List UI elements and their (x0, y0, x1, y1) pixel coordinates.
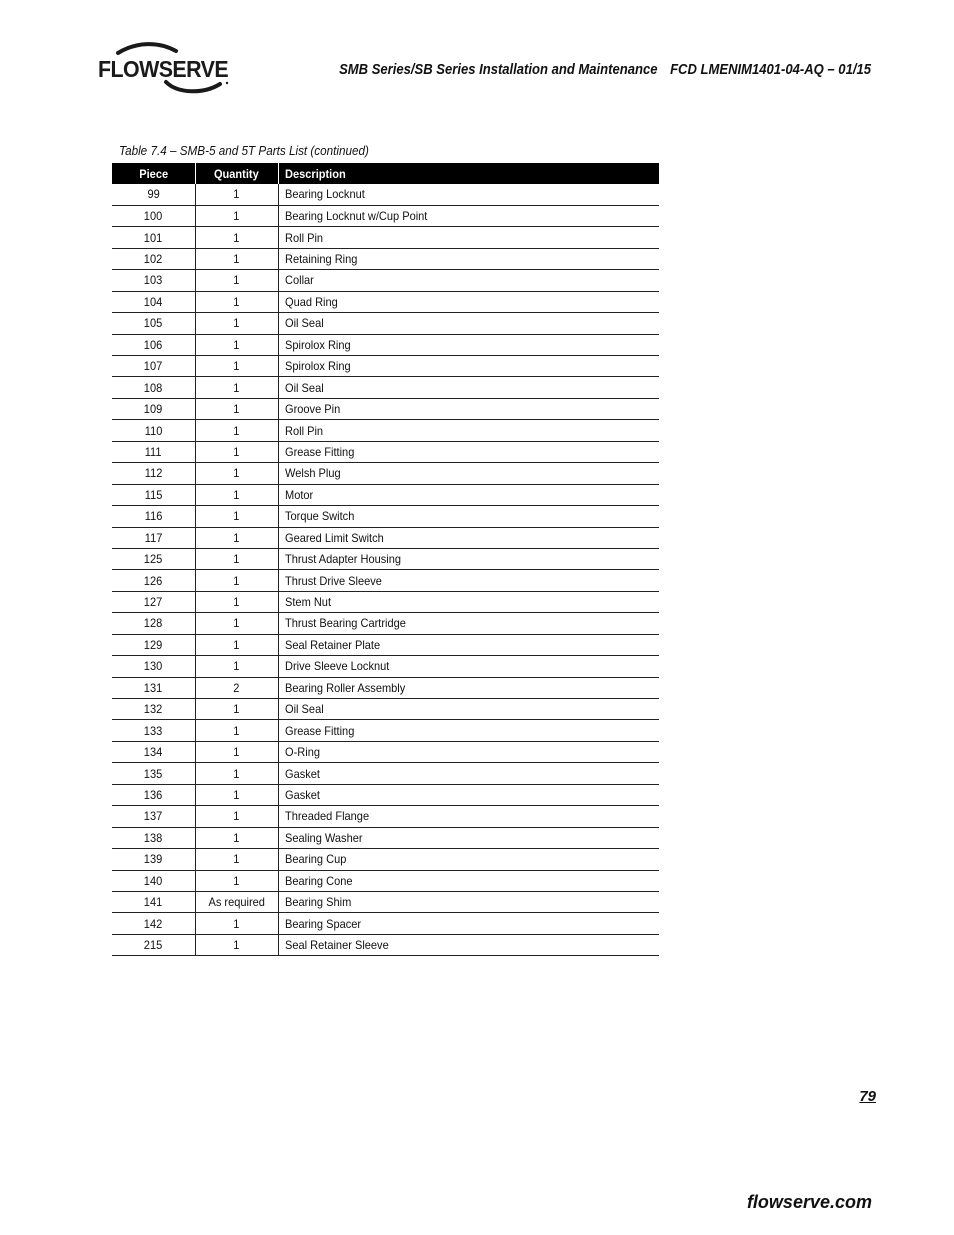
table-row (112, 334, 659, 355)
table-row (112, 849, 659, 870)
cell-piece: 130 (112, 656, 195, 677)
cell-description: Oil Seal (278, 699, 659, 720)
cell-description: Stem Nut (278, 591, 659, 612)
cell-quantity: 1 (195, 656, 278, 677)
footer-url: flowserve.com (746, 1192, 872, 1212)
cell-piece: 126 (112, 570, 195, 591)
cell-description: Oil Seal (278, 377, 659, 398)
cell-piece: 99 (112, 184, 195, 205)
cell-piece: 128 (112, 613, 195, 634)
table-row (112, 806, 659, 827)
cell-piece: 100 (112, 205, 195, 226)
cell-quantity: 1 (195, 248, 278, 269)
cell-piece: 117 (112, 527, 195, 548)
cell-description: Retaining Ring (278, 248, 659, 269)
table-row (112, 591, 659, 612)
table-caption: Table 7.4 – SMB-5 and 5T Parts List (continued) (119, 143, 369, 158)
cell-quantity: 1 (195, 913, 278, 934)
cell-quantity: 1 (195, 741, 278, 762)
cell-piece: 135 (112, 763, 195, 784)
cell-description: Gasket (278, 784, 659, 805)
cell-piece: 136 (112, 784, 195, 805)
column-header-piece: Piece (112, 163, 195, 184)
table-row (112, 463, 659, 484)
cell-description: Spirolox Ring (278, 334, 659, 355)
cell-piece: 115 (112, 484, 195, 505)
table-row (112, 420, 659, 441)
cell-piece: 107 (112, 356, 195, 377)
table-body (112, 184, 659, 956)
table-row (112, 356, 659, 377)
cell-piece: 116 (112, 506, 195, 527)
table-row (112, 656, 659, 677)
table-row (112, 548, 659, 569)
cell-quantity: 1 (195, 570, 278, 591)
table-row (112, 506, 659, 527)
table-row (112, 291, 659, 312)
cell-description: Gasket (278, 763, 659, 784)
table-row (112, 634, 659, 655)
parts-list-table (112, 163, 659, 956)
cell-description: Bearing Roller Assembly (278, 677, 659, 698)
document-code: FCD LMENIM1401-04-AQ – 01/15 (670, 62, 871, 78)
cell-quantity: 2 (195, 677, 278, 698)
cell-piece: 125 (112, 548, 195, 569)
cell-description: Bearing Shim (278, 891, 659, 912)
cell-piece: 111 (112, 441, 195, 462)
cell-description: Roll Pin (278, 227, 659, 248)
cell-quantity: 1 (195, 313, 278, 334)
cell-quantity: 1 (195, 398, 278, 419)
cell-quantity: 1 (195, 420, 278, 441)
cell-quantity: 1 (195, 227, 278, 248)
cell-quantity: 1 (195, 699, 278, 720)
page-number: 79 (859, 1088, 876, 1105)
cell-quantity: 1 (195, 377, 278, 398)
cell-piece: 131 (112, 677, 195, 698)
cell-description: Oil Seal (278, 313, 659, 334)
cell-piece: 142 (112, 913, 195, 934)
table-row (112, 699, 659, 720)
cell-piece: 103 (112, 270, 195, 291)
cell-piece: 101 (112, 227, 195, 248)
table-row (112, 913, 659, 934)
table-row (112, 784, 659, 805)
table-row (112, 377, 659, 398)
cell-piece: 105 (112, 313, 195, 334)
cell-piece: 108 (112, 377, 195, 398)
table-row (112, 741, 659, 762)
cell-piece: 109 (112, 398, 195, 419)
cell-quantity: 1 (195, 849, 278, 870)
cell-quantity: As required (195, 891, 278, 912)
cell-description: Grease Fitting (278, 720, 659, 741)
table-row (112, 934, 659, 955)
logo-wordmark: FLOWSERVE (98, 56, 229, 82)
cell-description: Bearing Spacer (278, 913, 659, 934)
cell-description: Bearing Cone (278, 870, 659, 891)
table-row (112, 827, 659, 848)
cell-description: Drive Sleeve Locknut (278, 656, 659, 677)
cell-piece: 137 (112, 806, 195, 827)
cell-description: Bearing Locknut (278, 184, 659, 205)
table-row (112, 248, 659, 269)
cell-description: O-Ring (278, 741, 659, 762)
cell-description: Thrust Bearing Cartridge (278, 613, 659, 634)
cell-quantity: 1 (195, 763, 278, 784)
document-title: SMB Series/SB Series Installation and Maintenance (339, 62, 658, 78)
table-row (112, 891, 659, 912)
cell-description: Groove Pin (278, 398, 659, 419)
table-row (112, 527, 659, 548)
cell-quantity: 1 (195, 827, 278, 848)
document-header (339, 62, 871, 78)
cell-quantity: 1 (195, 720, 278, 741)
cell-quantity: 1 (195, 591, 278, 612)
cell-piece: 141 (112, 891, 195, 912)
cell-piece: 133 (112, 720, 195, 741)
column-header-quantity: Quantity (195, 163, 278, 184)
table-row (112, 184, 659, 205)
cell-quantity: 1 (195, 548, 278, 569)
cell-piece: 106 (112, 334, 195, 355)
cell-piece: 110 (112, 420, 195, 441)
cell-quantity: 1 (195, 270, 278, 291)
cell-description: Quad Ring (278, 291, 659, 312)
cell-quantity: 1 (195, 205, 278, 226)
cell-description: Collar (278, 270, 659, 291)
cell-piece: 140 (112, 870, 195, 891)
table-row (112, 613, 659, 634)
cell-description: Thrust Drive Sleeve (278, 570, 659, 591)
cell-quantity: 1 (195, 484, 278, 505)
cell-piece: 138 (112, 827, 195, 848)
cell-piece: 215 (112, 934, 195, 955)
cell-quantity: 1 (195, 356, 278, 377)
flowserve-logo (96, 42, 236, 96)
cell-piece: 102 (112, 248, 195, 269)
table-row (112, 677, 659, 698)
cell-description: Threaded Flange (278, 806, 659, 827)
cell-quantity: 1 (195, 184, 278, 205)
cell-quantity: 1 (195, 613, 278, 634)
cell-piece: 129 (112, 634, 195, 655)
cell-quantity: 1 (195, 784, 278, 805)
cell-description: Roll Pin (278, 420, 659, 441)
cell-quantity: 1 (195, 334, 278, 355)
cell-description: Thrust Adapter Housing (278, 548, 659, 569)
cell-description: Motor (278, 484, 659, 505)
cell-description: Seal Retainer Sleeve (278, 934, 659, 955)
table-row (112, 313, 659, 334)
cell-piece: 127 (112, 591, 195, 612)
table-row (112, 484, 659, 505)
cell-quantity: 1 (195, 806, 278, 827)
table-row (112, 870, 659, 891)
table-row (112, 270, 659, 291)
column-header-description: Description (278, 163, 659, 184)
cell-description: Bearing Locknut w/Cup Point (278, 205, 659, 226)
cell-description: Seal Retainer Plate (278, 634, 659, 655)
table-row (112, 570, 659, 591)
cell-piece: 112 (112, 463, 195, 484)
table-row (112, 398, 659, 419)
cell-description: Bearing Cup (278, 849, 659, 870)
table-row (112, 441, 659, 462)
cell-description: Torque Switch (278, 506, 659, 527)
cell-quantity: 1 (195, 463, 278, 484)
cell-description: Welsh Plug (278, 463, 659, 484)
cell-description: Geared Limit Switch (278, 527, 659, 548)
cell-quantity: 1 (195, 291, 278, 312)
table-header-row (112, 163, 659, 184)
table-row (112, 720, 659, 741)
cell-quantity: 1 (195, 527, 278, 548)
cell-quantity: 1 (195, 870, 278, 891)
table-row (112, 205, 659, 226)
table-row (112, 227, 659, 248)
cell-description: Spirolox Ring (278, 356, 659, 377)
cell-piece: 139 (112, 849, 195, 870)
cell-quantity: 1 (195, 441, 278, 462)
cell-piece: 104 (112, 291, 195, 312)
cell-description: Grease Fitting (278, 441, 659, 462)
cell-piece: 132 (112, 699, 195, 720)
table-row (112, 763, 659, 784)
cell-quantity: 1 (195, 934, 278, 955)
cell-quantity: 1 (195, 506, 278, 527)
cell-description: Sealing Washer (278, 827, 659, 848)
cell-quantity: 1 (195, 634, 278, 655)
cell-piece: 134 (112, 741, 195, 762)
